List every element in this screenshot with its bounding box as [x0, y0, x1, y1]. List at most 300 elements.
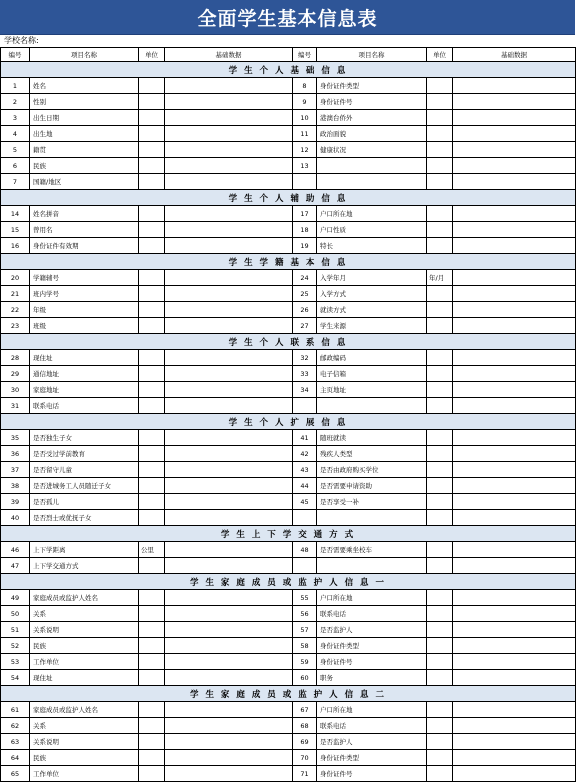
item-number: 67	[293, 702, 317, 718]
basic-data-cell[interactable]	[165, 670, 293, 686]
item-number: 34	[293, 382, 317, 398]
item-number: 30	[1, 382, 30, 398]
item-unit	[139, 174, 165, 190]
item-number: 54	[1, 670, 30, 686]
item-name: 是否留守儿童	[30, 462, 139, 478]
item-unit	[427, 494, 453, 510]
item-unit	[139, 430, 165, 446]
basic-data-cell[interactable]	[165, 318, 293, 334]
item-unit	[139, 126, 165, 142]
form-title: 全面学生基本信息表	[0, 0, 575, 35]
item-name: 政治面貌	[317, 126, 427, 142]
basic-data-cell[interactable]	[165, 462, 293, 478]
basic-data-cell[interactable]	[165, 398, 293, 414]
item-name: 入学年月	[317, 270, 427, 286]
item-name: 关系	[30, 606, 139, 622]
item-name: 班级	[30, 318, 139, 334]
info-table	[0, 47, 576, 782]
item-number	[293, 510, 317, 526]
basic-data-cell[interactable]	[453, 734, 576, 750]
section-title: 学 生 个 人 联 系 信 息	[1, 334, 576, 350]
item-number: 44	[293, 478, 317, 494]
item-unit	[427, 174, 453, 190]
basic-data-cell[interactable]	[453, 350, 576, 366]
item-number: 61	[1, 702, 30, 718]
item-number: 41	[293, 430, 317, 446]
item-name: 年级	[30, 302, 139, 318]
table-row	[1, 606, 576, 622]
item-unit	[139, 606, 165, 622]
item-unit	[427, 366, 453, 382]
item-name: 关系说明	[30, 622, 139, 638]
item-number: 8	[293, 78, 317, 94]
item-number: 49	[1, 590, 30, 606]
basic-data-cell[interactable]	[453, 382, 576, 398]
item-name: 姓名拼音	[30, 206, 139, 222]
item-number: 59	[293, 654, 317, 670]
table-row	[1, 462, 576, 478]
item-unit	[427, 430, 453, 446]
table-row	[1, 158, 576, 174]
item-name: 民族	[30, 638, 139, 654]
item-name: 是否进城务工人员随迁子女	[30, 478, 139, 494]
item-name: 是否享受一补	[317, 494, 427, 510]
item-name: 联系电话	[317, 718, 427, 734]
item-number: 27	[293, 318, 317, 334]
item-name	[317, 158, 427, 174]
basic-data-cell[interactable]	[453, 654, 576, 670]
item-number	[293, 398, 317, 414]
item-unit	[139, 302, 165, 318]
basic-data-cell[interactable]	[165, 750, 293, 766]
basic-data-cell[interactable]	[165, 622, 293, 638]
item-unit	[139, 206, 165, 222]
item-unit	[427, 350, 453, 366]
table-row	[1, 670, 576, 686]
basic-data-cell[interactable]	[453, 174, 576, 190]
item-unit	[139, 110, 165, 126]
basic-data-cell[interactable]	[165, 222, 293, 238]
item-number: 26	[293, 302, 317, 318]
item-name: 就读方式	[317, 302, 427, 318]
item-number: 43	[293, 462, 317, 478]
basic-data-cell[interactable]	[453, 430, 576, 446]
item-name: 身份证件类型	[317, 78, 427, 94]
table-row	[1, 110, 576, 126]
table-row	[1, 622, 576, 638]
item-name	[317, 510, 427, 526]
basic-data-cell[interactable]	[453, 446, 576, 462]
table-row	[1, 126, 576, 142]
basic-data-cell[interactable]	[165, 542, 293, 558]
basic-data-cell[interactable]	[165, 382, 293, 398]
basic-data-cell[interactable]	[165, 558, 293, 574]
section-header	[1, 574, 576, 590]
basic-data-cell[interactable]	[453, 750, 576, 766]
table-row	[1, 350, 576, 366]
item-unit	[139, 654, 165, 670]
item-number: 9	[293, 94, 317, 110]
school-name-label: 学校名称:	[4, 36, 39, 45]
header-number-right: 编号	[293, 48, 317, 62]
item-name: 曾用名	[30, 222, 139, 238]
item-number: 20	[1, 270, 30, 286]
item-number: 57	[293, 622, 317, 638]
item-name: 身份证件类型	[317, 638, 427, 654]
basic-data-cell[interactable]	[165, 638, 293, 654]
table-row	[1, 78, 576, 94]
item-number: 14	[1, 206, 30, 222]
item-unit	[427, 510, 453, 526]
basic-data-cell[interactable]	[453, 286, 576, 302]
item-number: 51	[1, 622, 30, 638]
item-unit	[139, 510, 165, 526]
basic-data-cell[interactable]	[453, 206, 576, 222]
item-number: 22	[1, 302, 30, 318]
item-number: 64	[1, 750, 30, 766]
table-row	[1, 654, 576, 670]
item-number	[293, 174, 317, 190]
basic-data-cell[interactable]	[453, 478, 576, 494]
item-number: 62	[1, 718, 30, 734]
item-name: 关系	[30, 718, 139, 734]
item-unit	[427, 478, 453, 494]
item-unit	[427, 318, 453, 334]
table-row	[1, 638, 576, 654]
item-number: 65	[1, 766, 30, 782]
item-name: 主页地址	[317, 382, 427, 398]
table-row	[1, 366, 576, 382]
item-name: 港澳台侨外	[317, 110, 427, 126]
item-name: 学生来源	[317, 318, 427, 334]
basic-data-cell[interactable]	[453, 78, 576, 94]
basic-data-cell[interactable]	[165, 78, 293, 94]
item-unit	[427, 158, 453, 174]
item-unit	[427, 94, 453, 110]
item-unit	[139, 222, 165, 238]
item-unit: 年/月	[427, 270, 453, 286]
item-number: 48	[293, 542, 317, 558]
item-name: 班内学号	[30, 286, 139, 302]
item-name	[317, 558, 427, 574]
item-number: 56	[293, 606, 317, 622]
table-body	[1, 48, 576, 782]
basic-data-cell[interactable]	[453, 670, 576, 686]
item-name: 性别	[30, 94, 139, 110]
item-name: 国籍/地区	[30, 174, 139, 190]
item-name: 是否监护人	[317, 622, 427, 638]
item-number: 11	[293, 126, 317, 142]
basic-data-cell[interactable]	[453, 398, 576, 414]
item-unit	[139, 238, 165, 254]
basic-data-cell[interactable]	[453, 222, 576, 238]
item-unit	[139, 158, 165, 174]
item-name: 是否监护人	[317, 734, 427, 750]
item-number: 42	[293, 446, 317, 462]
basic-data-cell[interactable]	[165, 94, 293, 110]
item-unit	[139, 142, 165, 158]
basic-data-cell[interactable]	[453, 94, 576, 110]
item-number: 36	[1, 446, 30, 462]
basic-data-cell[interactable]	[165, 110, 293, 126]
item-name: 家庭成员或监护人姓名	[30, 702, 139, 718]
basic-data-cell[interactable]	[165, 126, 293, 142]
item-name: 上下学距离	[30, 542, 139, 558]
item-number: 53	[1, 654, 30, 670]
item-number: 50	[1, 606, 30, 622]
item-unit	[139, 590, 165, 606]
header-item-name: 项目名称	[30, 48, 139, 62]
basic-data-cell[interactable]	[165, 302, 293, 318]
item-number: 58	[293, 638, 317, 654]
item-name: 户口所在地	[317, 206, 427, 222]
item-number: 33	[293, 366, 317, 382]
basic-data-cell[interactable]	[165, 654, 293, 670]
item-unit	[427, 702, 453, 718]
table-row	[1, 590, 576, 606]
item-unit	[139, 286, 165, 302]
item-name: 出生日期	[30, 110, 139, 126]
section-header	[1, 190, 576, 206]
item-name: 家庭成员或监护人姓名	[30, 590, 139, 606]
item-unit	[427, 238, 453, 254]
basic-data-cell[interactable]	[165, 734, 293, 750]
item-unit	[427, 590, 453, 606]
header-basic-data: 基础数据	[165, 48, 293, 62]
item-number: 19	[293, 238, 317, 254]
item-unit	[427, 446, 453, 462]
section-title: 学 生 个 人 基 础 信 息	[1, 62, 576, 78]
basic-data-cell[interactable]	[165, 590, 293, 606]
header-item-name-right: 项目名称	[317, 48, 427, 62]
item-number: 24	[293, 270, 317, 286]
item-number: 28	[1, 350, 30, 366]
table-row	[1, 446, 576, 462]
table-row	[1, 430, 576, 446]
basic-data-cell[interactable]	[453, 638, 576, 654]
table-row	[1, 702, 576, 718]
basic-data-cell[interactable]	[453, 126, 576, 142]
item-unit	[139, 270, 165, 286]
basic-data-cell[interactable]	[165, 766, 293, 782]
item-number: 3	[1, 110, 30, 126]
item-unit	[427, 638, 453, 654]
item-name: 家庭地址	[30, 382, 139, 398]
basic-data-cell[interactable]	[165, 286, 293, 302]
item-name: 关系说明	[30, 734, 139, 750]
item-name	[317, 174, 427, 190]
table-row	[1, 286, 576, 302]
basic-data-cell[interactable]	[453, 366, 576, 382]
item-unit	[139, 462, 165, 478]
item-unit	[139, 78, 165, 94]
item-number: 70	[293, 750, 317, 766]
item-name: 身份证件号	[317, 94, 427, 110]
item-name: 是否烈士或优抚子女	[30, 510, 139, 526]
section-header	[1, 414, 576, 430]
basic-data-cell[interactable]	[165, 174, 293, 190]
item-unit	[139, 558, 165, 574]
basic-data-cell[interactable]	[453, 622, 576, 638]
basic-data-cell[interactable]	[453, 558, 576, 574]
item-unit	[427, 78, 453, 94]
basic-data-cell[interactable]	[165, 606, 293, 622]
item-name: 邮政编码	[317, 350, 427, 366]
item-name: 是否需要申请资助	[317, 478, 427, 494]
item-name: 是否孤儿	[30, 494, 139, 510]
item-unit	[427, 302, 453, 318]
basic-data-cell[interactable]	[453, 590, 576, 606]
basic-data-cell[interactable]	[165, 350, 293, 366]
item-number: 40	[1, 510, 30, 526]
basic-data-cell[interactable]	[453, 270, 576, 286]
basic-data-cell[interactable]	[453, 766, 576, 782]
basic-data-cell[interactable]	[165, 446, 293, 462]
item-unit	[427, 382, 453, 398]
item-name: 职务	[317, 670, 427, 686]
section-title: 学 生 学 籍 基 本 信 息	[1, 254, 576, 270]
basic-data-cell[interactable]	[165, 270, 293, 286]
item-name: 入学方式	[317, 286, 427, 302]
basic-data-cell[interactable]	[453, 510, 576, 526]
table-row	[1, 398, 576, 414]
item-number: 35	[1, 430, 30, 446]
item-name: 姓名	[30, 78, 139, 94]
table-row	[1, 238, 576, 254]
item-number: 29	[1, 366, 30, 382]
basic-data-cell[interactable]	[165, 158, 293, 174]
item-number: 5	[1, 142, 30, 158]
table-row	[1, 206, 576, 222]
item-unit	[427, 766, 453, 782]
item-number: 46	[1, 542, 30, 558]
table-row	[1, 302, 576, 318]
basic-data-cell[interactable]	[165, 238, 293, 254]
header-unit-right: 单位	[427, 48, 453, 62]
item-name: 户口所在地	[317, 702, 427, 718]
basic-data-cell[interactable]	[453, 542, 576, 558]
item-unit	[427, 622, 453, 638]
basic-data-cell[interactable]	[453, 302, 576, 318]
item-name: 是否需要乘坐校车	[317, 542, 427, 558]
item-unit	[427, 670, 453, 686]
section-header	[1, 686, 576, 702]
basic-data-cell[interactable]	[453, 702, 576, 718]
item-number: 69	[293, 734, 317, 750]
basic-data-cell[interactable]	[453, 318, 576, 334]
item-name: 民族	[30, 158, 139, 174]
item-unit	[427, 206, 453, 222]
item-unit	[427, 286, 453, 302]
item-unit	[427, 718, 453, 734]
item-number: 4	[1, 126, 30, 142]
basic-data-cell[interactable]	[165, 142, 293, 158]
item-unit	[427, 750, 453, 766]
item-unit	[139, 398, 165, 414]
item-number: 21	[1, 286, 30, 302]
table-row	[1, 94, 576, 110]
item-number: 13	[293, 158, 317, 174]
basic-data-cell[interactable]	[165, 494, 293, 510]
basic-data-cell[interactable]	[453, 718, 576, 734]
item-unit	[139, 350, 165, 366]
basic-data-cell[interactable]	[453, 606, 576, 622]
basic-data-cell[interactable]	[165, 510, 293, 526]
item-number: 12	[293, 142, 317, 158]
item-number: 1	[1, 78, 30, 94]
section-title: 学 生 家 庭 成 员 或 监 护 人 信 息 二	[1, 686, 576, 702]
basic-data-cell[interactable]	[453, 158, 576, 174]
item-name: 电子信箱	[317, 366, 427, 382]
item-number: 18	[293, 222, 317, 238]
table-row	[1, 542, 576, 558]
item-number: 25	[293, 286, 317, 302]
item-unit	[139, 750, 165, 766]
item-unit	[427, 654, 453, 670]
basic-data-cell[interactable]	[165, 206, 293, 222]
table-row	[1, 222, 576, 238]
item-number: 47	[1, 558, 30, 574]
basic-data-cell[interactable]	[165, 718, 293, 734]
item-name: 出生地	[30, 126, 139, 142]
basic-data-cell[interactable]	[165, 478, 293, 494]
item-number: 39	[1, 494, 30, 510]
table-row	[1, 478, 576, 494]
basic-data-cell[interactable]	[453, 238, 576, 254]
table-row	[1, 766, 576, 782]
table-row	[1, 558, 576, 574]
item-name: 身份证件号	[317, 654, 427, 670]
item-number: 55	[293, 590, 317, 606]
basic-data-cell[interactable]	[165, 366, 293, 382]
item-unit	[139, 494, 165, 510]
item-name: 学籍辅号	[30, 270, 139, 286]
basic-data-cell[interactable]	[453, 110, 576, 126]
item-unit	[139, 446, 165, 462]
item-name	[317, 398, 427, 414]
table-row	[1, 718, 576, 734]
item-number: 6	[1, 158, 30, 174]
item-name: 特长	[317, 238, 427, 254]
basic-data-cell[interactable]	[453, 494, 576, 510]
item-unit	[139, 382, 165, 398]
table-row	[1, 270, 576, 286]
item-unit	[139, 734, 165, 750]
basic-data-cell[interactable]	[453, 462, 576, 478]
item-unit	[427, 558, 453, 574]
item-number: 10	[293, 110, 317, 126]
item-name: 随班就读	[317, 430, 427, 446]
item-number: 17	[293, 206, 317, 222]
item-unit	[427, 398, 453, 414]
section-title: 学 生 个 人 辅 助 信 息	[1, 190, 576, 206]
item-number: 60	[293, 670, 317, 686]
item-unit	[139, 366, 165, 382]
section-header	[1, 526, 576, 542]
basic-data-cell[interactable]	[165, 430, 293, 446]
section-header	[1, 62, 576, 78]
item-unit	[427, 462, 453, 478]
item-number: 71	[293, 766, 317, 782]
item-number: 37	[1, 462, 30, 478]
item-number: 68	[293, 718, 317, 734]
basic-data-cell[interactable]	[165, 702, 293, 718]
table-row	[1, 734, 576, 750]
section-title: 学 生 家 庭 成 员 或 监 护 人 信 息 一	[1, 574, 576, 590]
basic-data-cell[interactable]	[453, 142, 576, 158]
item-unit	[427, 734, 453, 750]
item-unit	[139, 318, 165, 334]
